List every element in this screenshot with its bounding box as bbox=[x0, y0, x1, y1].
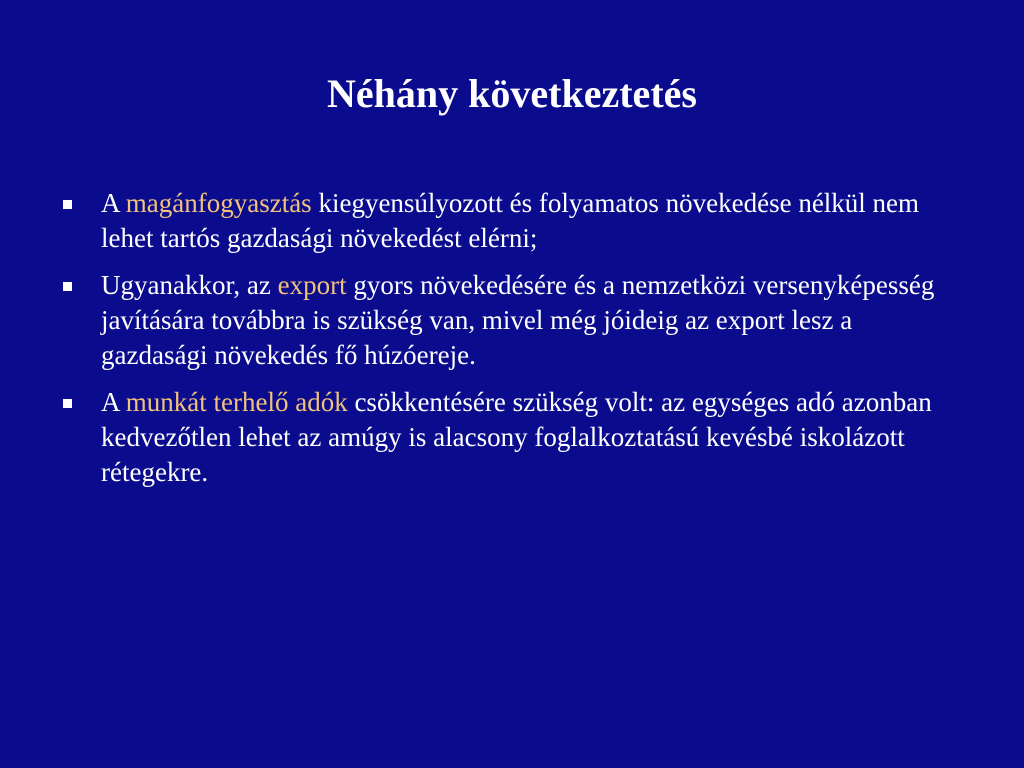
bullet-text-before: Ugyanakkor, az bbox=[101, 270, 278, 300]
bullet-highlight: munkát terhelő adók bbox=[125, 387, 348, 417]
bullet-highlight: export bbox=[277, 270, 347, 300]
bullet-text-before: A bbox=[101, 387, 126, 417]
slide-title: Néhány következtetés bbox=[327, 71, 697, 116]
square-bullet-icon bbox=[63, 282, 72, 291]
bullet-item bbox=[63, 186, 963, 256]
bullet-list bbox=[63, 186, 963, 502]
bullet-text-after: kiegyensúlyozott és folyamatos növekedése nélkül nem lehet tartós gazdasági növekedést elérni; bbox=[101, 188, 920, 253]
square-bullet-icon bbox=[63, 200, 72, 209]
bullet-highlight: magánfogyasztás bbox=[125, 188, 312, 218]
bullet-item bbox=[63, 385, 963, 490]
bullet-text-before: A bbox=[101, 188, 126, 218]
square-bullet-icon bbox=[63, 399, 72, 408]
bullet-text-after: gyors növekedésére és a nemzetközi versenyképesség javítására továbbra is szükség van, mivel még jóideig az export lesz a gazdasági növekedés fő húzóereje. bbox=[101, 270, 935, 370]
bullet-item bbox=[63, 268, 963, 373]
bullet-text-after: csökkentésére szükség volt: az egységes adó azonban kedvezőtlen lehet az amúgy is alacsony foglalkoztatású kevésbé iskolázott rétegekre. bbox=[101, 387, 932, 487]
